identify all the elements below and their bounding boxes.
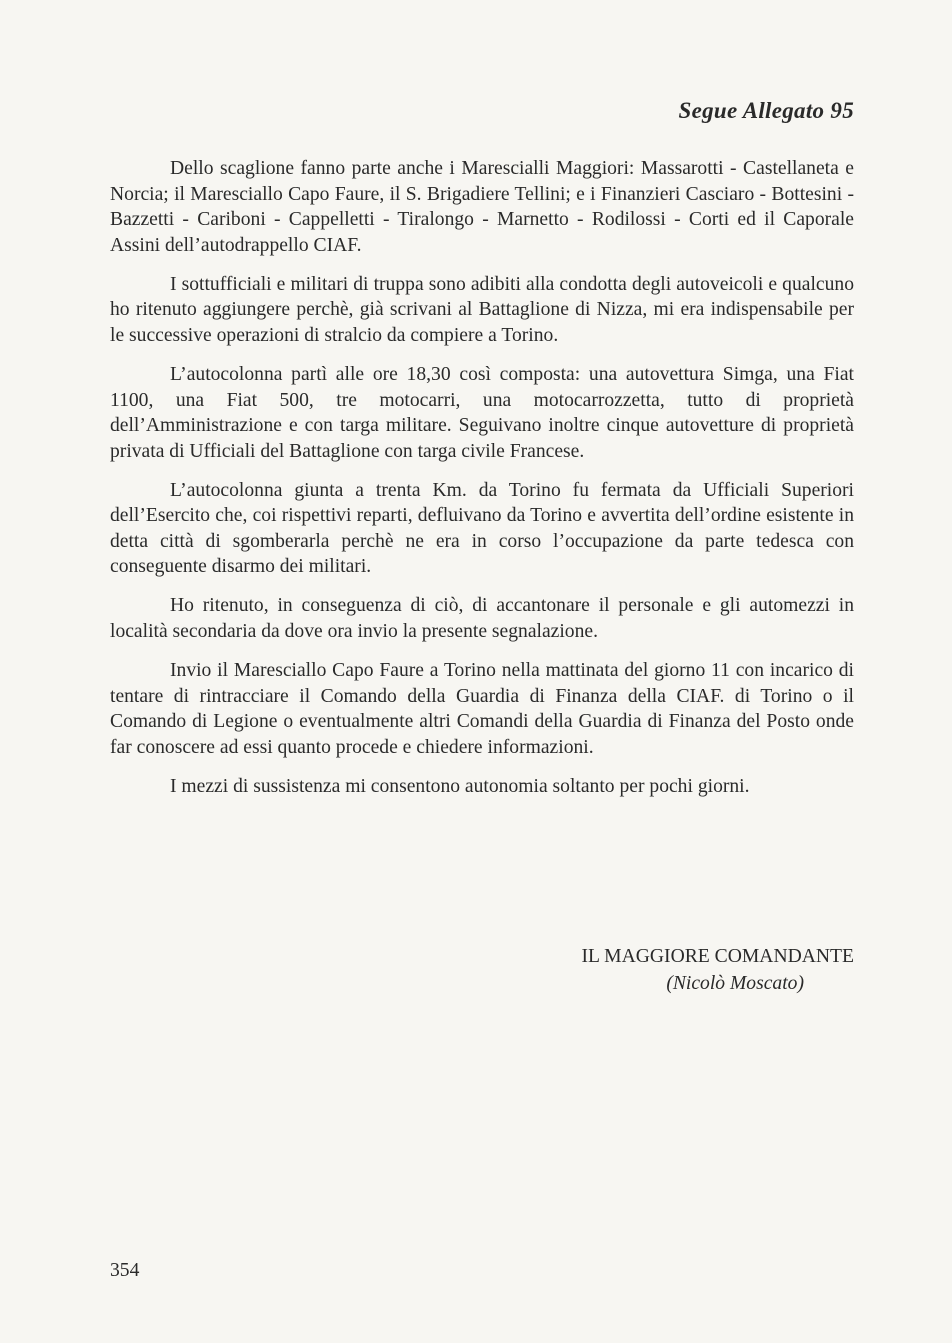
paragraph: L’autocolonna partì alle ore 18,30 così composta: una autovettura Simga, una Fiat 1100, una Fiat 500, tre motocarri, una motocarrozzetta, tutto di proprietà dell’Amministrazione e con targa militare. Seguivano inoltre cinque autovetture di proprietà privata di Ufficiali del Battaglione con targa civile Francese. xyxy=(110,363,854,462)
page-heading: Segue Allegato 95 xyxy=(678,98,854,123)
letter-body xyxy=(110,156,854,813)
paragraph: Invio il Maresciallo Capo Faure a Torino nella mattinata del giorno 11 con incarico di tentare di rintracciare il Comando della Guardia di Finanza della CIAF. di Torino o il Comando di Legione o eventualmente altri Comandi della Guardia di Finanza del Posto onde far conoscere ad essi quanto procede e chiedere informazioni. xyxy=(110,660,854,758)
signature-name: (Nicolò Moscato) xyxy=(666,973,804,994)
signature-title: IL MAGGIORE COMANDANTE xyxy=(581,946,854,967)
paragraph: Ho ritenuto, in conseguenza di ciò, di accantonare il personale e gli automezzi in località secondaria da dove ora invio la presente segnalazione. xyxy=(110,595,854,643)
signature-block xyxy=(582,943,854,997)
paragraph: I mezzi di sussistenza mi consentono autonomia soltanto per pochi giorni. xyxy=(170,775,750,797)
paragraph: Dello scaglione fanno parte anche i Marescialli Maggiori: Massarotti - Castellaneta e Norcia; il Maresciallo Capo Faure, il S. Brigadiere Tellini; e i Finanzieri Casciaro - Bottesini - Bazzetti - Cariboni - Cappelletti - Tiralongo - Marnetto - Rodilossi - Corti ed il Caporale Assini dell’autodrappello CIAF. xyxy=(110,158,854,256)
paragraph: L’autocolonna giunta a trenta Km. da Torino fu fermata da Ufficiali Superiori dell’Esercito che, coi rispettivi reparti, defluivano da Torino e avvertita dell’ordine esistente in detta città di sgomberarla perchè ne era in corso l’occupazione da parte tedesca con conseguente disarmo dei militari. xyxy=(110,479,854,578)
page-number: 354 xyxy=(110,1260,140,1281)
document-page xyxy=(110,0,854,1343)
paragraph: I sottufficiali e militari di truppa sono adibiti alla condotta degli autoveicoli e qualcuno ho ritenuto aggiungere perchè, già scrivani al Battaglione di Nizza, mi era indispensabile per le successive operazioni di stralcio da compiere a Torino. xyxy=(110,273,854,346)
